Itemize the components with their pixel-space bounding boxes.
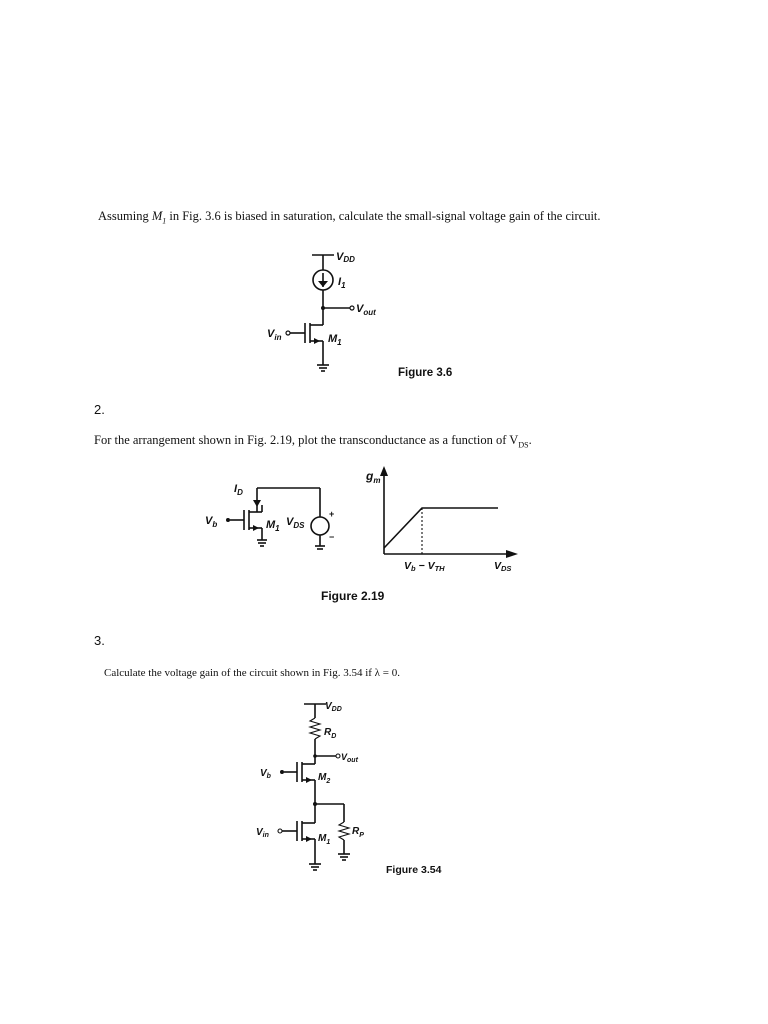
question-2-number: 2.: [94, 402, 105, 417]
figure-3-6-schematic: [250, 245, 410, 375]
svg-text:Vb − VTH: Vb − VTH: [404, 560, 445, 573]
svg-text:Vout: $V_{out}$: [341, 752, 358, 764]
svg-text:I1: $I_1$: [338, 276, 346, 290]
resistor-rd-icon: [310, 718, 320, 739]
svg-text:VDD: $V_{DD}$: [325, 701, 342, 713]
voltage-source-icon: [311, 517, 329, 535]
svg-text:VDD: VDD: [336, 251, 355, 264]
figure-2-19-caption: Figure 2.19: [321, 589, 385, 603]
svg-text:M1: $M_1$: [318, 833, 331, 846]
svg-text:M1: $M_1$: [328, 333, 342, 347]
svg-text:Vout: $V_{out}$: [356, 303, 376, 317]
svg-text:RD: $R_D$: [324, 727, 337, 740]
svg-text:Vb: $V_b$: [205, 515, 218, 529]
figure-3-6-caption: Figure 3.6: [398, 367, 453, 379]
svg-text:−: −: [329, 532, 335, 542]
svg-text:Vin: $V_{in}$: [267, 328, 282, 342]
svg-text:VDS: $V_{DS}$: [286, 516, 305, 530]
svg-text:M1: $M_1$: [266, 519, 280, 533]
figure-3-54-caption: Figure 3.54: [386, 864, 442, 876]
svg-text:Vb: $V_b$: [260, 768, 271, 780]
svg-text:M2: $M_2$: [318, 772, 331, 785]
figure-2-19-schematic: [200, 470, 340, 560]
svg-text:gm: $g_m$: [366, 469, 381, 485]
question-3-number: 3.: [94, 633, 105, 648]
svg-text:Vin: $V_{in}$: [256, 827, 269, 839]
figure-3-54-schematic: [240, 692, 400, 877]
resistor-rp-icon: [339, 822, 349, 840]
svg-text:VDS: VDS: [494, 560, 512, 573]
svg-text:ID: $I_D$: [234, 483, 243, 497]
question-2-text: For the arrangement shown in Fig. 2.19, plot the transconductance as a function of $V_{DS}$.: [94, 433, 532, 450]
transconductance-plot: [360, 462, 530, 577]
question-3-text: Calculate the voltage gain of the circuit shown in Fig. 3.54 if λ = 0.: [104, 667, 400, 679]
svg-text:+: +: [329, 509, 335, 519]
question-1-text: Assuming $M_1$ in Fig. 3.6 is biased in saturation, calculate the small-signal voltage gain of the circuit.: [98, 209, 601, 226]
svg-text:RP: $R_P$: [352, 826, 364, 839]
